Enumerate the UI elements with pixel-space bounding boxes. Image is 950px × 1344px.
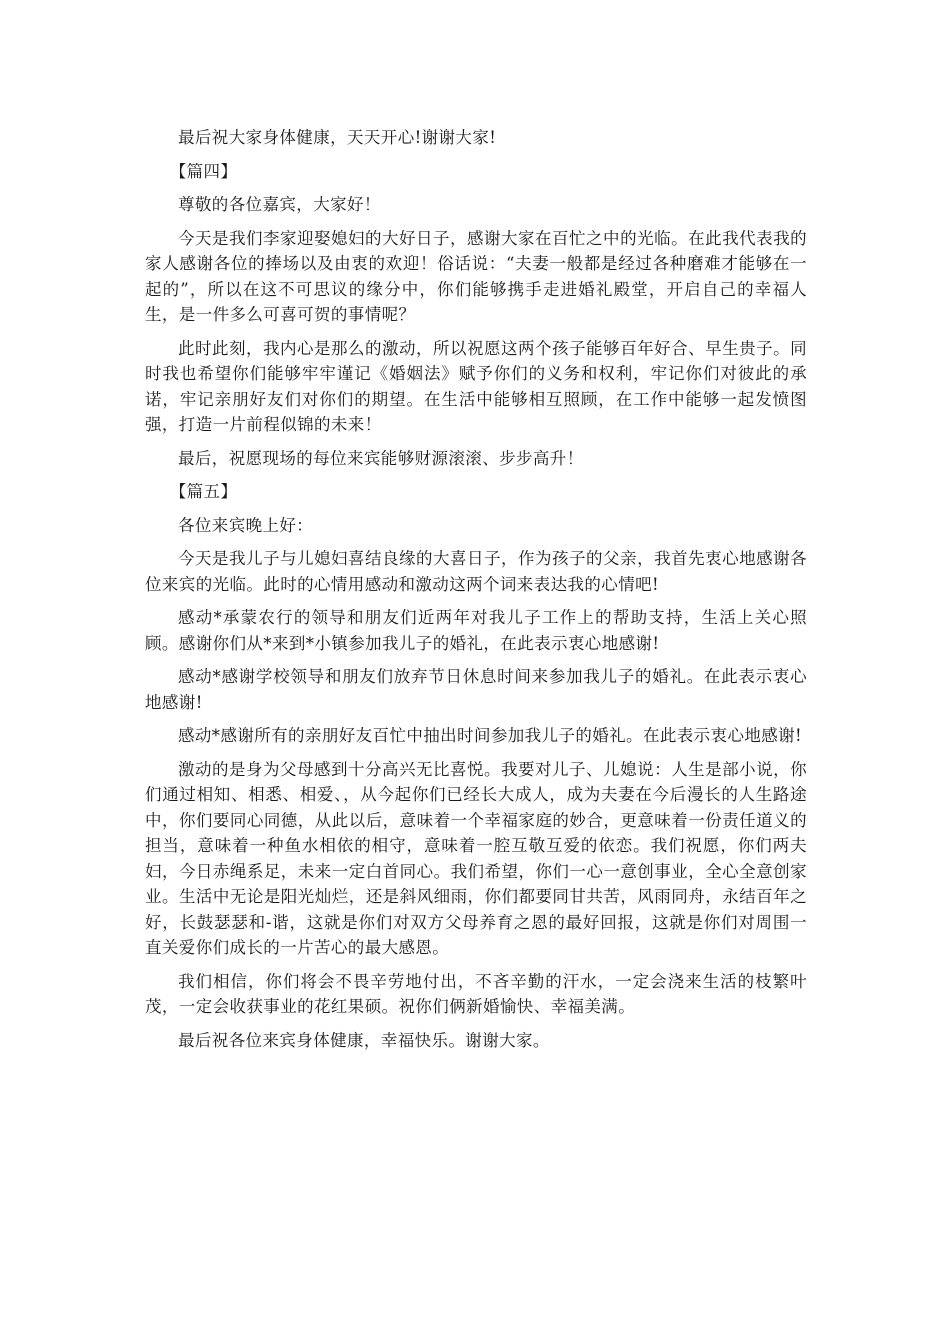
- section-heading-4: 【篇四】: [169, 161, 238, 181]
- section-heading-5: 【篇五】: [169, 482, 238, 501]
- paragraph-5-5: 激动的是身为父母感到十分高兴无比喜悦。我要对儿子、儿媳说：人生是部小说，你们通过相知、相悉、相爱、，从今起你们已经长大成人，成为夫妻在今后漫长的人生路途中，你们要同心同德，从此以后，意味着一个幸福家庭的妙合，更意味着一份责任道义的担当，意味着一种鱼水相依的相守，意味着一腔互敬互爱的依恋。我们祝愿，你们两夫妇，今日赤绳系足，未来一定白首同心。我们希望，你们一心一意创事业，全心全意创家业。生活中无论是阳光灿烂，还是斜风细雨，你们都要同甘共苦，风雨同舟，永结百年之好，长鼓瑟瑟和-谐，这就是你们对双方父母养育之恩的最好回报，这就是你们对周围一直关爱你们成长的一片苦心的最大感恩。: [145, 759, 807, 957]
- paragraph-4-2: 此时此刻，我内心是那么的激动，所以祝愿这两个孩子能够百年好合、早生贵子。同时我也希望你们能够牢牢谨记《婚姻法》赋予你们的义务和权利，牢记你们对彼此的承诺，牢记亲朋好友们对你们的期望。在生活中能够相互照顾，在工作中能够一起发愤图强，打造一片前程似锦的未来！: [145, 338, 807, 434]
- greeting-5: 各位来宾晚上好：: [178, 515, 314, 535]
- paragraph-5-4: 感动*感谢所有的亲朋好友百忙中抽出时间参加我儿子的婚礼。在此表示衷心地感谢!: [178, 726, 803, 745]
- paragraph-5-3: 感动*感谢学校领导和朋友们放弃节日休息时间来参加我儿子的婚礼。在此表示衷心地感谢!: [145, 667, 807, 712]
- paragraph-5-2: 感动*承蒙农行的领导和朋友们近两年对我儿子工作上的帮助支持，生活上关心照顾。感谢你们从*来到*小镇参加我儿子的婚礼，在此表示衷心地感谢!: [145, 608, 807, 653]
- paragraph-4-1: 今天是我们李家迎娶媳妇的大好日子，感谢大家在百忙之中的光临。在此我代表我的家人感谢各位的捧场以及由衷的欢迎！俗话说：“夫妻一般都是经过各种磨难才能够在一起的”，所以在这不可思议的缘分中，你们能够携手走进婚礼殿堂，开启自己的幸福人生，是一件多么可喜可贺的事情呢？: [145, 228, 807, 324]
- document-body: [145, 125, 807, 1061]
- closing-line-part-4: 最后，祝愿现场的每位来宾能够财源滚滚、步步高升！: [178, 448, 584, 468]
- closing-line-part-3: 最后祝大家身体健康，天天开心!谢谢大家!: [178, 128, 497, 147]
- paragraph-5-6: 我们相信，你们将会不畏辛劳地付出，不吝辛勤的汗水，一定会浇来生活的枝繁叶茂，一定会收获事业的花红果硕。祝你们俩新婚愉快、幸福美满。: [145, 971, 807, 1016]
- closing-line-part-5: 最后祝各位来宾身体健康，幸福快乐。谢谢大家。: [178, 1030, 550, 1050]
- paragraph-5-1: 今天是我儿子与儿媳妇喜结良缘的大喜日子，作为孩子的父亲，我首先衷心地感谢各位来宾的光临。此时的心情用感动和激动这两个词来表达我的心情吧!: [145, 549, 807, 594]
- greeting-4: 尊敬的各位嘉宾，大家好！: [178, 195, 381, 214]
